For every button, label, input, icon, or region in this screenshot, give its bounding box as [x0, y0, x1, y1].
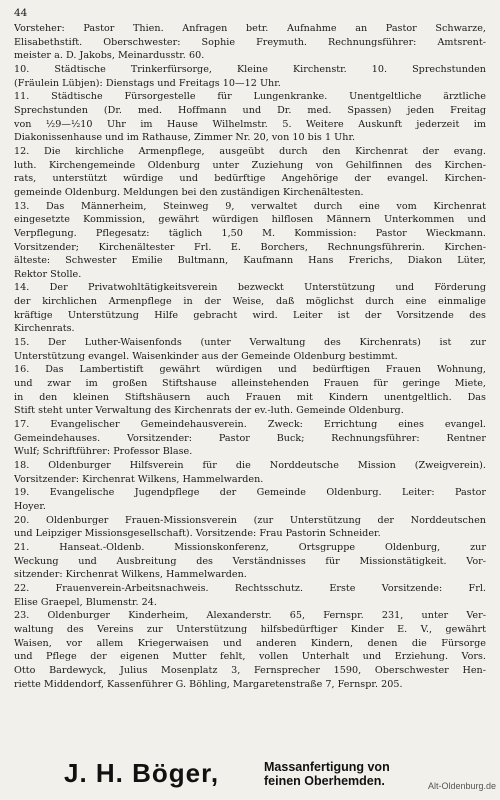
- text-line: 10. Städtische Trinkerfürsorge, Kleine Kirchenstr. 10. Sprechstunden: [14, 63, 486, 75]
- text-line: 23. Oldenburger Kinderheim, Alexanderstr. 65, Fernspr. 231, unter Ver-: [14, 610, 486, 622]
- paragraph: [14, 541, 486, 582]
- text-line: riette Middendorf, Kassenführer G. Böhling, Margaretenstraße 7, Fernspr. 205.: [14, 678, 403, 690]
- paragraph: [14, 514, 486, 541]
- text-line: und Leipziger Missionsgesellschaft). Vorsitzende: Frau Pastorin Schneider.: [14, 528, 381, 540]
- advertiser-name: J. H. Böger,: [64, 758, 220, 788]
- text-line: 17. Evangelischer Gemeindehausverein. Zweck: Errichtung eines evangel.: [14, 419, 486, 431]
- text-line: sitzender: Kirchenrat Wilkens, Hammelwarden.: [14, 569, 247, 581]
- text-line: Vorsitzender: Kirchenrat Wilkens, Hammelwarden.: [14, 473, 264, 485]
- paragraph: [14, 486, 486, 513]
- text-line: Vorsteher: Pastor Thien. Anfragen betr. Aufnahme an Pastor Schwarze,: [14, 23, 486, 34]
- document-page: [14, 6, 486, 691]
- document-body: [14, 22, 486, 691]
- text-line: Stift steht unter Verwaltung des Kirchenrats der ev.-luth. Gemeinde Oldenburg.: [14, 405, 404, 417]
- text-line: 19. Evangelische Jugendpflege der Gemeinde Oldenburg. Leiter: Pastor: [14, 487, 486, 499]
- paragraph: [14, 281, 486, 336]
- paragraph: [14, 459, 486, 486]
- text-line: Verpflegung. Pflegesatz: täglich 1,50 M. Kommission: Pastor Wieckmann.: [14, 227, 486, 239]
- text-line: 22. Frauenverein-Arbeitsnachweis. Rechtsschutz. Erste Vorsitzende: Frl.: [14, 582, 486, 594]
- text-line: Elise Graepel, Blumenstr. 24.: [14, 596, 157, 608]
- paragraph: [14, 22, 486, 63]
- text-line: Diakonissenhause und im Rathause, Zimmer Nr. 20, von 10 bis 1 Uhr.: [14, 132, 356, 144]
- ad-slogan-line-1: Massanfertigung von: [264, 760, 390, 774]
- text-line: Kirchenrats.: [14, 323, 75, 335]
- text-line: Gemeindehauses. Vorsitzender: Pastor Buck; Rechnungsführer: Rentner: [14, 432, 486, 444]
- text-line: 21. Hanseat.-Oldenb. Missionskonferenz, Ortsgruppe Oldenburg, zur: [14, 541, 486, 553]
- text-line: waltung des Vereins zur Unterstützung hilfsbedürftiger Kinder E. V., gewährt: [14, 623, 486, 635]
- text-line: Wulf; Schriftführer: Professor Blase.: [14, 446, 193, 458]
- watermark: Alt-Oldenburg.de: [427, 781, 496, 791]
- paragraph: [14, 90, 486, 145]
- text-line: meister a. D. Jakobs, Meinardusstr. 60.: [14, 50, 205, 62]
- text-line: Otto Bardewyck, Julius Mosenplatz 3, Fernsprecher 1590, Oberschwester Hen-: [14, 664, 486, 676]
- text-line: 18. Oldenburger Hilfsverein für die Norddeutsche Mission (Zweigverein).: [14, 460, 486, 471]
- text-line: Hoyer.: [14, 500, 46, 512]
- text-line: 16. Das Lambertistift gewährt würdigen und bedürftigen Frauen Wohnung,: [14, 364, 486, 376]
- advertisement: [64, 758, 464, 792]
- text-line: kräftige Unterstützung Hilfe gebracht wird. Leiter ist der Vorsitzende des: [14, 309, 486, 321]
- text-line: 14. Der Privatwohltätigkeitsverein bezweckt Unterstützung und Förderung: [14, 282, 486, 294]
- text-line: (Fräulein Lübjen): Dienstags und Freitags 10—12 Uhr.: [14, 77, 281, 89]
- paragraph: [14, 363, 486, 418]
- ad-slogan-line-2: feinen Oberhemden.: [264, 774, 385, 788]
- text-line: Waisen, vor allem Kriegerwaisen und anderen Kindern, denen die Fürsorge: [14, 637, 486, 649]
- text-line: 13. Das Männerheim, Steinweg 9, verwaltet durch eine vom Kirchenrat: [14, 200, 486, 212]
- text-line: Unterstützung evangel. Waisenkinder aus der Gemeinde Oldenburg bestimmt.: [14, 350, 398, 362]
- text-line: Weckung und Ausbreitung des Verständnisses für Missionstätigkeit. Vor-: [14, 555, 486, 567]
- text-line: Vorsitzender; Kirchenältester Frl. E. Borchers, Rechnungsführerin. Kirchen-: [14, 241, 486, 253]
- text-line: von ½9—½10 Uhr im Hause Wilhelmstr. 5. Weitere Auskunft jederzeit im: [14, 118, 486, 130]
- paragraph: [14, 582, 486, 609]
- paragraph: [14, 145, 486, 200]
- paragraph: [14, 336, 486, 363]
- paragraph: [14, 200, 486, 282]
- text-line: der kirchlichen Armenpflege in der Weise, daß möglichst durch eine einmalige: [14, 296, 486, 308]
- text-line: in den kleinen Stiftshäusern auch Frauen mit Kindern unentgeltlich. Das: [14, 391, 486, 403]
- paragraph: [14, 418, 486, 459]
- text-line: 15. Der Luther-Waisenfonds (unter Verwaltung des Kirchenrats) ist zur: [14, 337, 486, 349]
- text-line: gemeinde Oldenburg. Meldungen bei den zuständigen Kirchenältesten.: [14, 186, 364, 198]
- text-line: 20. Oldenburger Frauen-Missionsverein (zur Unterstützung der Norddeutschen: [14, 514, 486, 526]
- text-line: älteste: Schwester Emilie Bultmann, Kaufmann Hans Frerichs, Diakon Lüter,: [14, 255, 486, 267]
- paragraph: [14, 609, 486, 691]
- text-line: Sprechstunden (Dr. med. Hoffmann und Dr. med. Spassen) jeden Freitag: [14, 104, 486, 116]
- text-line: 11. Städtische Fürsorgestelle für Lungenkranke. Unentgeltliche ärztliche: [14, 91, 486, 103]
- text-line: Elisabethstift. Oberschwester: Sophie Freymuth. Rechnungsführer: Amtsrent-: [14, 36, 486, 48]
- text-line: luth. Kirchengemeinde Oldenburg unter Zuziehung von Gehilfinnen des Kirchen-: [14, 159, 486, 171]
- paragraph: [14, 63, 486, 90]
- text-line: 12. Die kirchliche Armenpflege, ausgeübt durch den Kirchenrat der evang.: [14, 145, 486, 157]
- text-line: eingesetzte Kommission, gewährt würdigen hilflosen Männern Unterkommen und: [14, 214, 486, 226]
- page-number: 44: [14, 7, 28, 19]
- text-line: Rektor Stolle.: [14, 268, 82, 280]
- text-line: rats, unterstützt würdige und bedürftige Angehörige der evangel. Kirchen-: [14, 173, 486, 185]
- text-line: und Pflege der eigenen Mutter fehlt, vollen Unterhalt und Erziehung. Vors.: [14, 651, 486, 663]
- text-line: und zwar im großen Stiftshause alleinstehenden Frauen für geringe Miete,: [14, 378, 486, 390]
